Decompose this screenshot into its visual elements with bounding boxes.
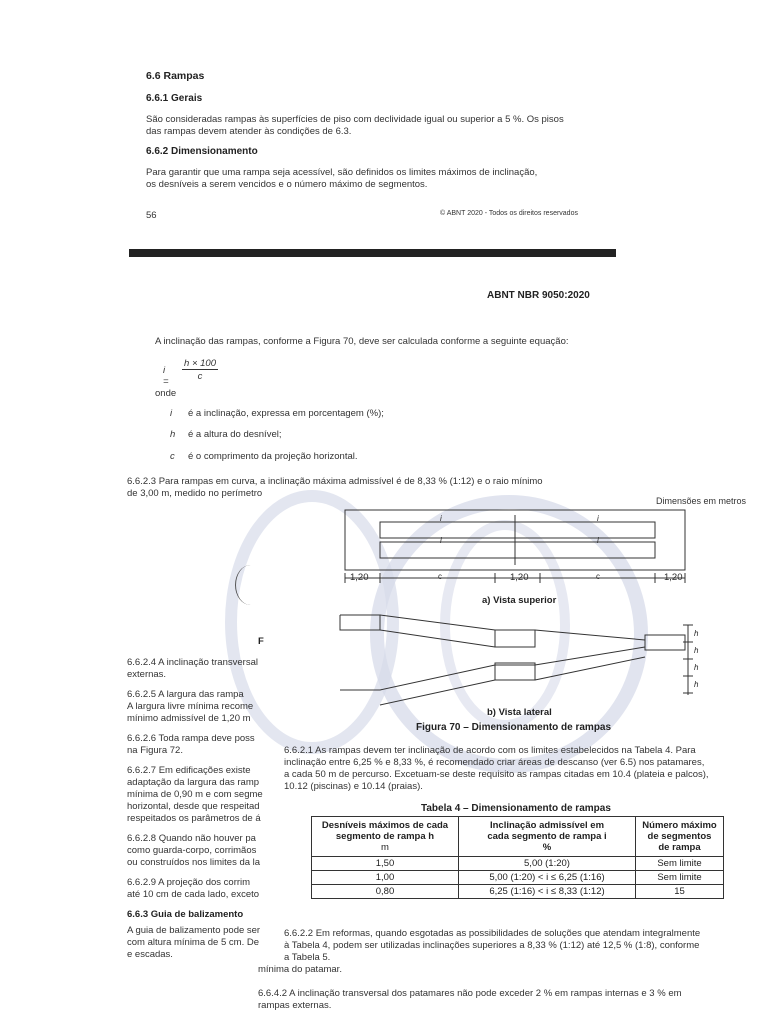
table-cell: Sem limite xyxy=(636,871,724,885)
table-row xyxy=(312,857,724,871)
copyright-notice: © ABNT 2020 - Todos os direitos reservados xyxy=(440,210,578,217)
gerais-text-line-2: das rampas devem atender às condições de 6.3. xyxy=(146,126,352,137)
table-row xyxy=(312,871,724,885)
side-view-landing-right xyxy=(645,635,685,650)
para-6-6-4-2-line-1: 6.6.4.2 A inclinação transversal dos patamares não pode exceder 2 % em rampas internas e 3 % em xyxy=(258,988,682,999)
left-line-8: 6.6.2.7 Em edificações existe xyxy=(127,765,251,776)
slope-label-1: i xyxy=(440,514,442,523)
para-6-6-2-3-line-2: de 3,00 m, medido no perímetro xyxy=(127,488,263,499)
table-cell: 1,00 xyxy=(312,871,459,885)
slope-label-4: i xyxy=(597,536,599,545)
header-desniveis: Desníveis máximos de cada segmento de rampa h m xyxy=(312,817,459,857)
figure-units-note: Dimensões em metros xyxy=(656,496,747,506)
top-view-ramp-upper xyxy=(380,522,655,538)
curved-ramp-sketch xyxy=(235,565,266,605)
dimension-label-3: 1,20 xyxy=(510,572,529,583)
table-4-title: Tabela 4 – Dimensionamento de rampas xyxy=(421,803,611,814)
table-cell: 0,80 xyxy=(312,885,459,899)
height-label-3: h xyxy=(694,663,699,672)
side-view-ramp-1 xyxy=(380,615,535,647)
height-label-1: h xyxy=(694,629,699,638)
para-6-6-4-2-line-2: rampas externas. xyxy=(258,1000,332,1011)
side-view-landing-mid-1 xyxy=(495,630,535,647)
page-header: ABNT NBR 9050:2020 xyxy=(487,290,590,301)
figure-70-title: Figura 70 – Dimensionamento de rampas xyxy=(416,722,612,733)
equation-denominator: c xyxy=(197,371,203,382)
header-numero-segmentos: Número máximo de segmentos de rampa xyxy=(636,817,724,857)
dimension-label-4: c xyxy=(596,572,600,581)
left-line-1: 6.6.2.4 A inclinação transversal xyxy=(127,657,258,668)
left-line-14: como guarda-corpo, corrimãos xyxy=(127,845,257,856)
section-6-6-2-heading: 6.6.2 Dimensionamento xyxy=(146,146,258,157)
left-line-13: 6.6.2.8 Quando não houver pa xyxy=(127,833,256,844)
slope-label-3: i xyxy=(440,536,442,545)
def-text-c: é o comprimento da projeção horizontal. xyxy=(188,451,358,462)
left-line-17: até 10 cm de cada lado, exceto xyxy=(127,889,260,900)
def-symbol-h: h xyxy=(170,429,176,440)
caption-side-view: b) Vista lateral xyxy=(487,707,552,718)
slope-label-2: i xyxy=(597,514,599,523)
left-line-16: 6.6.2.9 A projeção dos corrim xyxy=(127,877,251,888)
para-6-6-2-1-line-1: 6.6.2.1 As rampas devem ter inclinação de acordo com os limites estabelecidos na Tabela 4. Para xyxy=(284,745,696,756)
side-view-ramp-2 xyxy=(340,647,645,690)
left-line-5: mínimo admissível de 1,20 m xyxy=(127,713,251,724)
left-line-2: externas. xyxy=(127,669,167,680)
left-line-20: com altura mínima de 5 cm. De xyxy=(127,937,259,948)
height-label-4: h xyxy=(694,680,699,689)
def-symbol-i: i xyxy=(170,408,173,419)
side-view-landing-mid-2 xyxy=(495,663,535,680)
table-cell: 5,00 (1:20) < i ≤ 6,25 (1:16) xyxy=(459,871,636,885)
equation-lhs: i = xyxy=(163,365,169,387)
section-6-6-3-heading: 6.6.3 Guia de balizamento xyxy=(127,909,244,920)
left-line-6: 6.6.2.6 Toda rampa deve poss xyxy=(127,733,255,744)
table-cell: 15 xyxy=(636,885,724,899)
dimension-label-5: 1,20 xyxy=(664,572,683,583)
def-text-h: é a altura do desnível; xyxy=(188,429,282,440)
top-view-ramp-lower xyxy=(380,542,655,558)
para-6-6-2-2-line-2: à Tabela 4, podem ser utilizadas inclinações superiores a 8,33 % (1:12) até 12,5 % (1:8), conforme xyxy=(284,940,700,951)
table-cell: Sem limite xyxy=(636,857,724,871)
def-symbol-c: c xyxy=(170,451,175,462)
para-6-6-2-1-line-4: 10.12 (piscinas) e 10.14 (praias). xyxy=(284,781,423,792)
figure-label-fragment: F xyxy=(258,636,264,647)
left-line-11: horizontal, desde que respeitad xyxy=(127,801,260,812)
left-line-9: adaptação da largura das ramp xyxy=(127,777,260,788)
height-label-2: h xyxy=(694,646,699,655)
left-line-21: e escadas. xyxy=(127,949,173,960)
table-cell: 6,25 (1:16) < i ≤ 8,33 (1:12) xyxy=(459,885,636,899)
dimensionamento-text-line-1: Para garantir que uma rampa seja acessível, são definidos os limites máximos de inclinação, xyxy=(146,167,538,178)
para-6-6-2-3-line-1: 6.6.2.3 Para rampas em curva, a inclinação máxima admissível é de 8,33 % (1:12) e o raio mínimo xyxy=(127,476,543,487)
table-cell: 1,50 xyxy=(312,857,459,871)
section-6-6-heading: 6.6 Rampas xyxy=(146,70,205,82)
equation-numerator: h × 100 xyxy=(182,358,218,370)
para-6-6-2-1-line-2: inclinação entre 6,25 % e 8,33 %, é recomendado criar áreas de descanso (ver 6.5) nos patamares, xyxy=(284,757,705,768)
figure-70-drawing xyxy=(330,505,700,725)
para-6-6-2-1-line-3: a cada 50 m de percurso. Excetuam-se deste requisito as rampas citadas em 10.4 (plateia e palcos), xyxy=(284,769,709,780)
table-cell: 5,00 (1:20) xyxy=(459,857,636,871)
section-6-6-1-heading: 6.6.1 Gerais xyxy=(146,93,203,104)
table-header-row xyxy=(312,817,724,857)
caption-top-view: a) Vista superior xyxy=(482,595,557,606)
equation-intro: A inclinação das rampas, conforme a Figura 70, deve ser calculada conforme a seguinte equação: xyxy=(155,336,569,347)
def-text-i: é a inclinação, expressa em porcentagem (%); xyxy=(188,408,384,419)
table-row xyxy=(312,885,724,899)
dimensionamento-text-line-2: os desníveis a serem vencidos e o número máximo de segmentos. xyxy=(146,179,428,190)
side-view-landing-left xyxy=(340,615,380,630)
table-4 xyxy=(311,816,724,899)
side-view-ramp-2c xyxy=(535,657,645,680)
dimension-label-1: 1,20 xyxy=(350,572,369,583)
side-view-ramp-1b xyxy=(535,630,645,640)
left-line-19: A guia de balizamento pode ser xyxy=(127,925,261,936)
tail-line-1: mínima do patamar. xyxy=(258,964,342,975)
dimension-label-2: c xyxy=(438,572,442,581)
onde-label: onde xyxy=(155,388,177,399)
left-line-10: mínima de 0,90 m e com segme xyxy=(127,789,263,800)
left-line-12: respeitados os parâmetros de á xyxy=(127,813,261,824)
page-number: 56 xyxy=(146,210,157,221)
para-6-6-2-2-line-1: 6.6.2.2 Em reformas, quando esgotadas as possibilidades de soluções que atendam integralmente xyxy=(284,928,701,939)
left-line-15: ou construídos nos limites da la xyxy=(127,857,261,868)
left-line-3: 6.6.2.5 A largura das rampa xyxy=(127,689,244,700)
header-inclinacao: Inclinação admissível em cada segmento de rampa i % xyxy=(459,817,636,857)
left-line-4: A largura livre mínima recome xyxy=(127,701,254,712)
left-line-7: na Figura 72. xyxy=(127,745,183,756)
para-6-6-2-2-line-3: a Tabela 5. xyxy=(284,952,331,963)
page-separator xyxy=(129,249,616,257)
gerais-text-line-1: São consideradas rampas às superfícies de piso com declividade igual ou superior a 5 %. Os pisos xyxy=(146,114,564,125)
